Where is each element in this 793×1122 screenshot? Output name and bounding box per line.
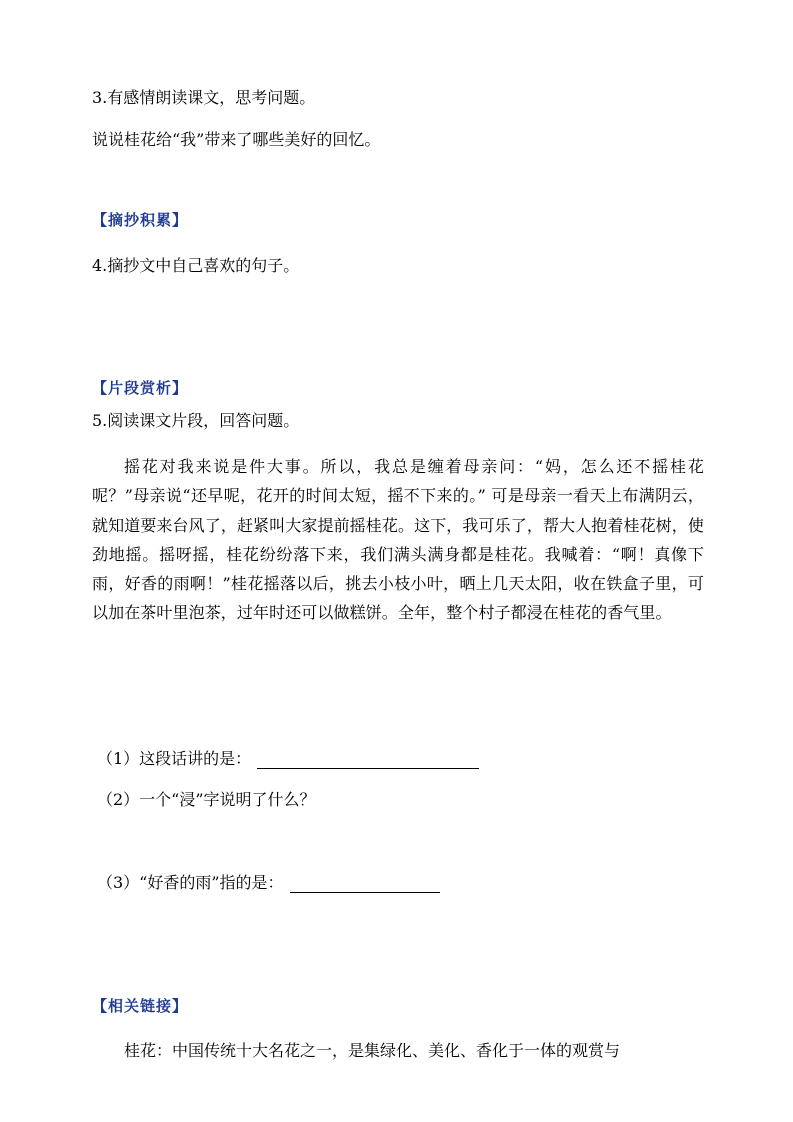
- answer-blank-3[interactable]: [290, 874, 440, 893]
- section-heading-passage: 【片段赏析】: [92, 379, 189, 397]
- section-heading-link: 【相关链接】: [92, 997, 189, 1015]
- sub-question-1-label: （1）这段话讲的是：: [97, 749, 252, 768]
- question-3-prompt: 说说桂花给“我”带来了哪些美好的回忆。: [92, 130, 381, 149]
- sub-question-2-label: （2）一个“浸”字说明了什么？: [97, 790, 316, 809]
- sub-question-1: [97, 749, 479, 769]
- question-4-title: 4.摘抄文中自己喜欢的句子。: [92, 256, 300, 275]
- related-link-text: 桂花：中国传统十大名花之一，是集绿化、美化、香化于一体的观赏与: [124, 1041, 621, 1060]
- question-3-title: 3.有感情朗读课文，思考问题。: [92, 88, 316, 107]
- answer-blank-1[interactable]: [257, 750, 479, 769]
- question-5-title: 5.阅读课文片段，回答问题。: [92, 411, 300, 430]
- sub-question-3: [97, 873, 440, 893]
- section-heading-copy: 【摘抄积累】: [92, 211, 189, 229]
- sub-question-2: [97, 790, 316, 810]
- sub-question-3-label: （3）“好香的雨”指的是：: [97, 873, 284, 892]
- reading-passage: 摇花对我来说是件大事。所以，我总是缠着母亲问：“妈，怎么还不摇桂花呢？”母亲说“还早呢，花开的时间太短，摇不下来的。” 可是母亲一看天上布满阴云，就知道要来台风了，赶紧叫大家提前摇桂花。这下，我可乐了，帮大人抱着桂花树，使劲地摇。摇呀摇，桂花纷纷落下来，我们满头满身都是桂花。我喊着：“啊！真像下雨，好香的雨啊！”桂花摇落以后，挑去小枝小叶，晒上几天太阳，收在铁盒子里，可以加在茶叶里泡茶，过年时还可以做糕饼。全年，整个村子都浸在桂花的香气里。: [92, 457, 704, 623]
